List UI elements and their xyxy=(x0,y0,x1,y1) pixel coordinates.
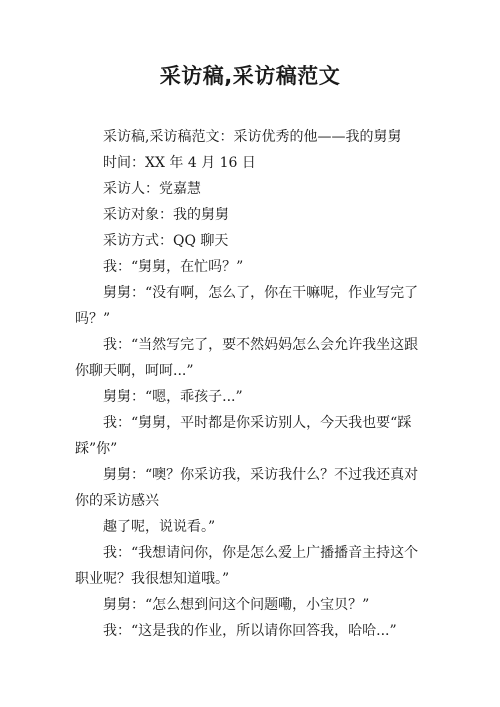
dialogue-line: 我：“舅舅，在忙吗？” xyxy=(75,259,244,275)
paragraph-interviewee: 采访对象：我的舅舅 xyxy=(75,207,229,223)
dialogue-line: 我：“我想请问你，你是怎么爱上广播播音主持这个职业呢？我很想知道哦。” xyxy=(75,545,419,587)
document-title: 采访稿,采访稿范文 xyxy=(159,64,341,88)
dialogue-line: 舅舅：“怎么想到问这个问题嘞，小宝贝？” xyxy=(75,597,370,613)
dialogue-line: 我：“当然写完了，要不然妈妈怎么会允许我坐这跟你聊天啊，呵呵...” xyxy=(75,337,419,379)
dialogue-line: 舅舅：“没有啊，怎么了，你在干嘛呢，作业写完了吗？” xyxy=(75,285,419,327)
paragraph-interviewer: 采访人：党嘉慧 xyxy=(75,181,201,197)
paragraph-method: 采访方式：QQ 聊天 xyxy=(75,233,229,249)
dialogue-line: 趣了呢，说说看。” xyxy=(75,519,216,535)
dialogue-line: 舅舅：“噢？你采访我，采访我什么？不过我还真对你的采访感兴 xyxy=(75,467,419,509)
paragraph-time: 时间：XX 年 4 月 16 日 xyxy=(75,155,256,171)
dialogue-line: 我：“舅舅，平时都是你采访别人，今天我也要“踩踩”你” xyxy=(75,415,412,457)
paragraph-intro: 采访稿,采访稿范文：采访优秀的他——我的舅舅 xyxy=(75,129,402,145)
dialogue-line: 舅舅：“嗯，乖孩子...” xyxy=(75,389,243,405)
dialogue-line: 我：“这是我的作业，所以请你回答我，哈哈...” xyxy=(75,623,397,639)
